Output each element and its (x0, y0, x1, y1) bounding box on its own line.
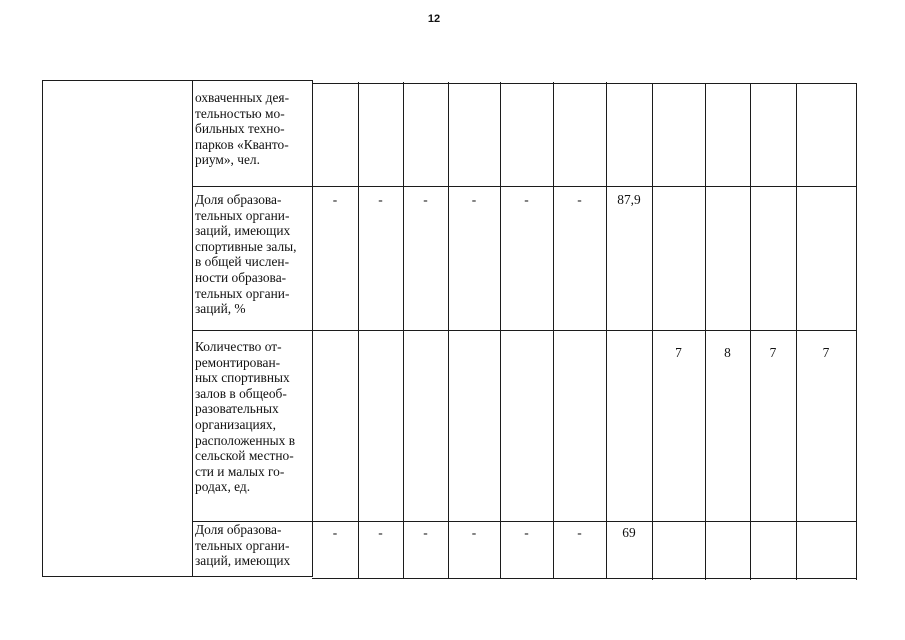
col-divider (312, 80, 313, 577)
row-divider (192, 330, 856, 331)
col-divider (705, 83, 706, 580)
indicator-line: ремонтирован- (195, 354, 281, 370)
indicator-line: заций, имеющих (195, 223, 291, 239)
table-cell: - (378, 525, 383, 540)
row-divider (192, 186, 856, 187)
table-cell: 7 (822, 345, 830, 360)
indicator-line: Доля образова- (195, 192, 282, 207)
indicator-line: заций, имеющих (195, 553, 291, 569)
indicator-cell (195, 522, 311, 569)
indicator-line: залов в общеоб- (195, 385, 287, 401)
col-divider (192, 80, 193, 577)
indicator-line: организациях, (195, 416, 276, 432)
table-cell: - (577, 525, 582, 540)
col-divider (652, 83, 653, 580)
table-cell: 8 (724, 345, 731, 360)
indicator-line: тельных органи- (195, 207, 290, 223)
table-cell: 69 (622, 525, 636, 540)
indicator-cell (195, 90, 311, 168)
indicator-line: Доля образова- (195, 522, 282, 537)
indicator-line: бильных техно- (195, 121, 285, 137)
indicator-line: ных спортивных (195, 370, 290, 386)
col-divider (500, 82, 501, 579)
table-right-border (856, 83, 857, 580)
indicator-line: ности образова- (195, 269, 287, 285)
indicator-line: тельностью мо- (195, 105, 285, 121)
page-number: 12 (427, 13, 441, 25)
table-cell: - (471, 192, 477, 207)
indicator-cell (195, 192, 311, 317)
table-bottom-border (42, 576, 312, 577)
indicator-line: сти и малых го- (195, 463, 285, 479)
table-bottom-border-right (312, 578, 856, 579)
indicator-line: риум», чел. (195, 152, 260, 168)
table-cell: - (524, 192, 529, 207)
indicator-line: сельской местно- (195, 448, 294, 464)
indicator-line: тельных органи- (195, 285, 290, 301)
col-divider (403, 82, 404, 579)
table-cell: - (423, 192, 428, 207)
indicator-line: Количество от- (195, 339, 282, 354)
indicator-line: расположенных в (195, 432, 296, 448)
col-divider (448, 82, 449, 579)
indicator-line: в общей числен- (195, 254, 290, 270)
table-cell: - (332, 525, 338, 540)
table-cell: 7 (769, 345, 777, 360)
indicator-line: охваченных дея- (195, 90, 290, 105)
col-divider (796, 83, 797, 580)
indicator-line: спортивные залы, (195, 238, 297, 254)
table-cell: - (577, 192, 582, 207)
indicator-cell (195, 339, 311, 495)
col-divider (606, 82, 607, 579)
indicator-line: тельных органи- (195, 537, 290, 553)
table-top-border (42, 80, 312, 81)
col-divider (358, 82, 359, 579)
indicator-line: заций, % (195, 301, 246, 317)
indicator-line: родах, ед. (195, 479, 251, 495)
table-cell: - (524, 525, 529, 540)
indicator-line: парков «Кванто- (195, 136, 289, 152)
col-divider (553, 82, 554, 579)
col-divider (42, 80, 43, 577)
table-cell: 87,9 (617, 192, 641, 207)
table-cell: - (471, 525, 477, 540)
table-cell: 7 (675, 345, 682, 360)
col-divider (750, 83, 751, 580)
table-cell: - (423, 525, 428, 540)
table-cell: - (332, 192, 338, 207)
table-cell: - (378, 192, 383, 207)
indicator-line: разовательных (195, 401, 279, 417)
table-top-border-right (312, 83, 856, 84)
